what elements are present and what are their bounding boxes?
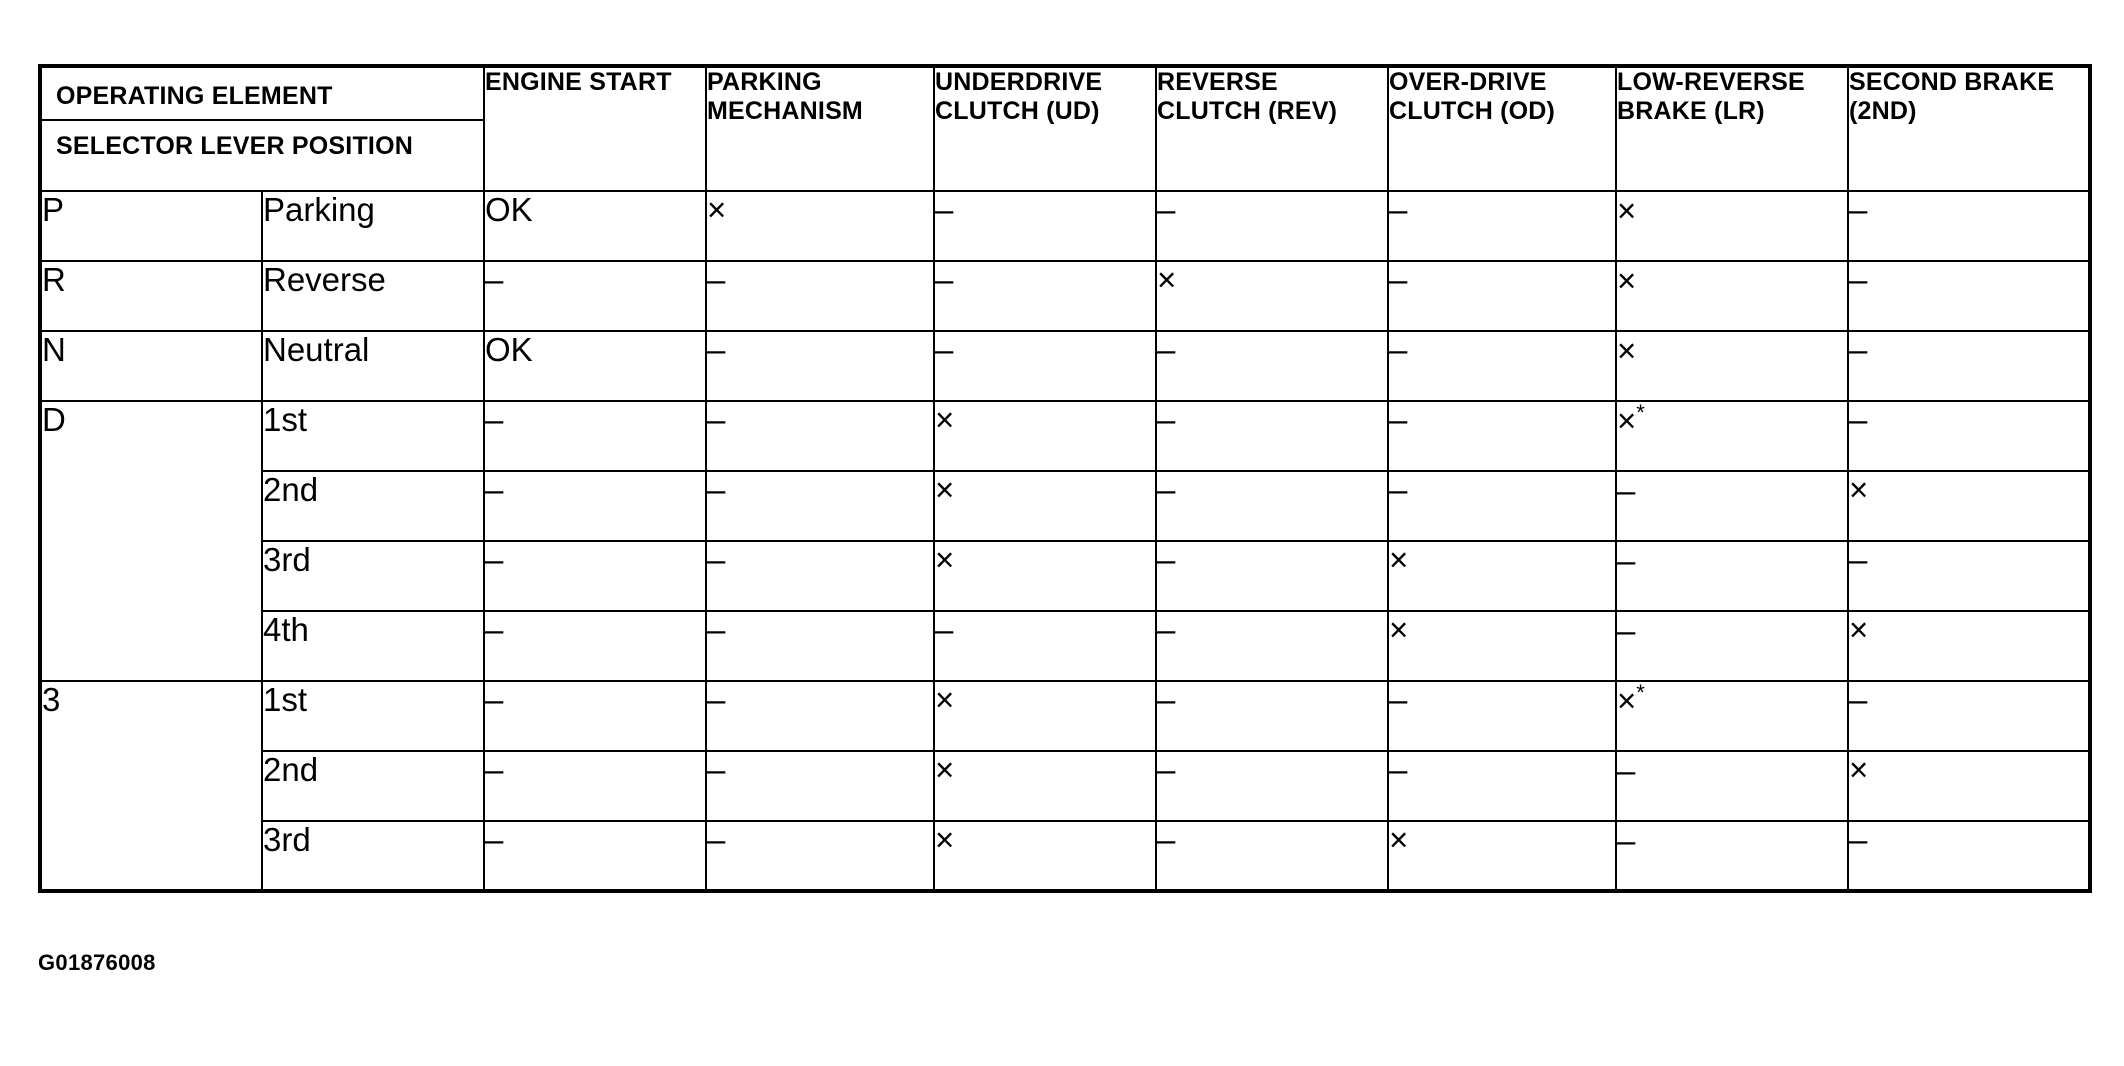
table-row [40,331,2090,401]
lever-position-cell: R [40,261,262,331]
value-low-reverse-brake [1616,331,1848,401]
value-parking-mechanism: – [706,611,934,681]
value-overdrive-clutch: × [1388,611,1616,681]
table-row [40,401,2090,471]
value-text: – [1617,752,1636,789]
figure-id-label: G01876008 [38,950,156,975]
value-parking-mechanism: × [706,191,934,261]
value-overdrive-clutch: – [1388,681,1616,751]
operating-element-table [38,64,2092,893]
header-col-parking-mechanism: PARKING MECHANISM [706,66,934,191]
value-underdrive-clutch: × [934,751,1156,821]
table-row [40,471,2090,541]
value-second-brake: – [1848,191,2090,261]
table-body [40,191,2090,891]
value-second-brake: – [1848,331,2090,401]
gear-cell: 4th [262,611,484,681]
value-reverse-clutch: – [1156,191,1388,261]
header-col-engine-start: ENGINE START [484,66,706,191]
value-second-brake: × [1848,611,2090,681]
value-text: × [1617,332,1637,369]
value-second-brake: – [1848,261,2090,331]
value-second-brake: × [1848,471,2090,541]
value-underdrive-clutch: × [934,821,1156,891]
gear-cell: 3rd [262,821,484,891]
value-second-brake: – [1848,401,2090,471]
value-second-brake: × [1848,751,2090,821]
value-reverse-clutch: × [1156,261,1388,331]
value-underdrive-clutch: × [934,401,1156,471]
value-reverse-clutch: – [1156,471,1388,541]
value-reverse-clutch: – [1156,401,1388,471]
table-row [40,611,2090,681]
gear-cell: Reverse [262,261,484,331]
value-parking-mechanism: – [706,261,934,331]
value-overdrive-clutch: – [1388,751,1616,821]
header-col-overdrive-clutch: OVER-DRIVE CLUTCH (OD) [1388,66,1616,191]
value-underdrive-clutch: – [934,261,1156,331]
value-second-brake: – [1848,541,2090,611]
value-overdrive-clutch: × [1388,821,1616,891]
table-row [40,541,2090,611]
value-text: × [1617,192,1637,229]
value-underdrive-clutch: × [934,541,1156,611]
value-overdrive-clutch: × [1388,541,1616,611]
gear-cell: 1st [262,401,484,471]
value-text: × [1617,402,1637,439]
table-row [40,681,2090,751]
table-row [40,821,2090,891]
value-underdrive-clutch: – [934,331,1156,401]
value-second-brake: – [1848,681,2090,751]
lever-position-cell: D [40,401,262,681]
value-low-reverse-brake [1616,191,1848,261]
value-parking-mechanism: – [706,401,934,471]
lever-position-cell: N [40,331,262,401]
value-second-brake: – [1848,821,2090,891]
header-corner-cell [40,66,484,191]
table-row [40,261,2090,331]
value-engine-start: – [484,401,706,471]
value-engine-start: – [484,821,706,891]
lever-position-cell: 3 [40,681,262,891]
value-low-reverse-brake [1616,821,1848,891]
value-reverse-clutch: – [1156,751,1388,821]
value-low-reverse-brake [1616,261,1848,331]
value-parking-mechanism: – [706,331,934,401]
value-overdrive-clutch: – [1388,261,1616,331]
value-text: – [1617,472,1636,509]
value-parking-mechanism: – [706,681,934,751]
header-col-reverse-clutch: REVERSE CLUTCH (REV) [1156,66,1388,191]
gear-cell: Neutral [262,331,484,401]
value-parking-mechanism: – [706,821,934,891]
gear-cell: Parking [262,191,484,261]
value-low-reverse-brake [1616,401,1848,471]
value-engine-start: – [484,681,706,751]
header-col-low-reverse-brake: LOW-REVERSE BRAKE (LR) [1616,66,1848,191]
value-engine-start: – [484,541,706,611]
value-underdrive-clutch: × [934,681,1156,751]
value-engine-start: – [484,471,706,541]
value-parking-mechanism: – [706,751,934,821]
header-operating-element-label: OPERATING ELEMENT [42,68,483,121]
header-selector-lever-position-label: SELECTOR LEVER POSITION [56,132,413,160]
value-engine-start: OK [484,191,706,261]
value-reverse-clutch: – [1156,541,1388,611]
value-overdrive-clutch: – [1388,401,1616,471]
value-underdrive-clutch: × [934,471,1156,541]
value-reverse-clutch: – [1156,331,1388,401]
value-reverse-clutch: – [1156,681,1388,751]
header-col-underdrive-clutch: UNDERDRIVE CLUTCH (UD) [934,66,1156,191]
value-text: × [1617,262,1637,299]
value-overdrive-clutch: – [1388,191,1616,261]
value-low-reverse-brake [1616,611,1848,681]
value-engine-start: – [484,751,706,821]
value-text: – [1617,612,1636,649]
value-reverse-clutch: – [1156,821,1388,891]
value-text: – [1617,542,1636,579]
value-engine-start: OK [484,331,706,401]
value-underdrive-clutch: – [934,611,1156,681]
value-footnote-mark: * [1636,680,1645,705]
value-low-reverse-brake [1616,471,1848,541]
header-col-second-brake: SECOND BRAKE (2ND) [1848,66,2090,191]
gear-cell: 3rd [262,541,484,611]
gear-cell: 2nd [262,471,484,541]
value-parking-mechanism: – [706,541,934,611]
table-header-row [40,66,2090,191]
value-text: × [1617,682,1637,719]
value-overdrive-clutch: – [1388,471,1616,541]
value-parking-mechanism: – [706,471,934,541]
value-engine-start: – [484,611,706,681]
value-footnote-mark: * [1636,400,1645,425]
value-low-reverse-brake [1616,681,1848,751]
value-engine-start: – [484,261,706,331]
table-row [40,191,2090,261]
operating-element-table-container [38,64,2088,893]
table-header [40,66,2090,191]
value-overdrive-clutch: – [1388,331,1616,401]
value-text: – [1617,822,1636,859]
value-reverse-clutch: – [1156,611,1388,681]
lever-position-cell: P [40,191,262,261]
value-low-reverse-brake [1616,751,1848,821]
gear-cell: 1st [262,681,484,751]
value-low-reverse-brake [1616,541,1848,611]
value-underdrive-clutch: – [934,191,1156,261]
gear-cell: 2nd [262,751,484,821]
table-row [40,751,2090,821]
